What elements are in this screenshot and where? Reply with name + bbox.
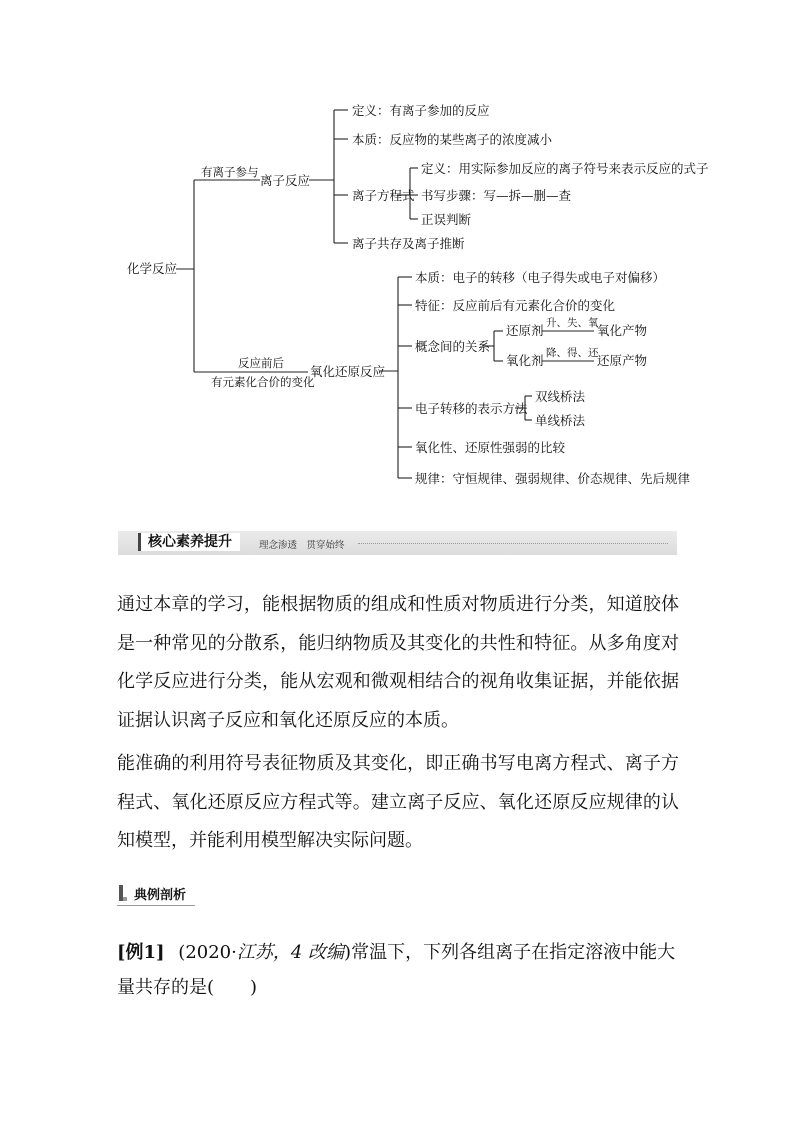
section-header-dots (358, 543, 668, 544)
section-subtitle: 理念渗透 贯穿始终 (259, 540, 345, 551)
example-question-line-1 (117, 941, 675, 965)
branch2-node: 氧化还原反应 (310, 364, 386, 379)
example-heading: 典例剖析 (134, 888, 187, 903)
ion-essence: 本质：反应物的某些离子的浓度减小 (352, 132, 553, 147)
redox-rules: 规律：守恒规律、强弱规律、价态规律、先后规律 (415, 471, 691, 486)
branch2-edge-label-top: 反应前后 (238, 356, 284, 370)
example-source-close: ) (344, 942, 352, 963)
transfer-single-bridge: 单线桥法 (535, 413, 586, 428)
oxidizer-arrow-label: 降、得、还 (546, 347, 599, 359)
oxidizer: 氧化剂 (506, 353, 544, 368)
paragraph-2: 能准确的利用符号表征物质及其变化，即正确书写电离方程式、离子方程式、氧化还原反应方程式等。建立离子反应、氧化还原反应规律的认知模型，并能利用模型解决实际问题。 (117, 753, 679, 851)
example-bullet-icon (118, 883, 128, 903)
ion-equation: 离子方程式 (352, 188, 415, 203)
reducer: 还原剂 (506, 323, 544, 338)
redox-feature: 特征：反应前后有元素化合价的变化 (415, 298, 616, 313)
example-question-text: 常温下，下列各组离子在指定溶液中能大 (351, 942, 676, 963)
branch1-edge-label: 有离子参与 (201, 165, 259, 179)
oxidizer-product: 还原产物 (597, 353, 648, 368)
redox-relation: 概念间的关系 (415, 339, 491, 354)
branch1-node: 离子反应 (260, 173, 311, 188)
example-source-open: (2020· (178, 942, 237, 963)
reducer-arrow-label: 升、失、氧 (546, 317, 599, 329)
branch2-edge-label-bottom: 有元素化合价的变化 (211, 375, 315, 389)
redox-essence: 本质：电子的转移（电子得失或电子对偏移） (415, 270, 666, 285)
equation-item-definition: 定义：用实际参加反应的离子符号来表示反应的式子 (421, 161, 709, 176)
transfer-double-bridge: 双线桥法 (535, 389, 586, 404)
paragraph-1: 通过本章的学习，能根据物质的组成和性质对物质进行分类，知道胶体是一种常见的分散系，能归纳物质及其变化的共性和特征。从多角度对化学反应进行分类，能从宏观和微观相结合的视角收集证据，并能依据证据认识离子反应和氧化还原反应的本质。 (117, 594, 679, 731)
ion-definition: 定义：有离子参加的反应 (352, 103, 490, 118)
section-title: 核心素养提升 (140, 533, 240, 551)
example-source: 江苏，4 改编 (236, 942, 345, 963)
example-question-line-2: 量共存的是( ) (117, 977, 258, 998)
example-tag: [例1] (117, 942, 165, 963)
redox-compare: 氧化性、还原性强弱的比较 (415, 440, 566, 455)
redox-transfer: 电子转移的表示方法 (415, 401, 528, 416)
equation-item-steps: 书写步骤：写—拆—删—查 (421, 188, 572, 203)
ion-coexist: 离子共存及离子推断 (352, 236, 465, 251)
mindmap-root: 化学反应 (127, 261, 178, 276)
reducer-product: 氧化产物 (597, 323, 648, 338)
equation-item-judgement: 正误判断 (421, 212, 472, 227)
